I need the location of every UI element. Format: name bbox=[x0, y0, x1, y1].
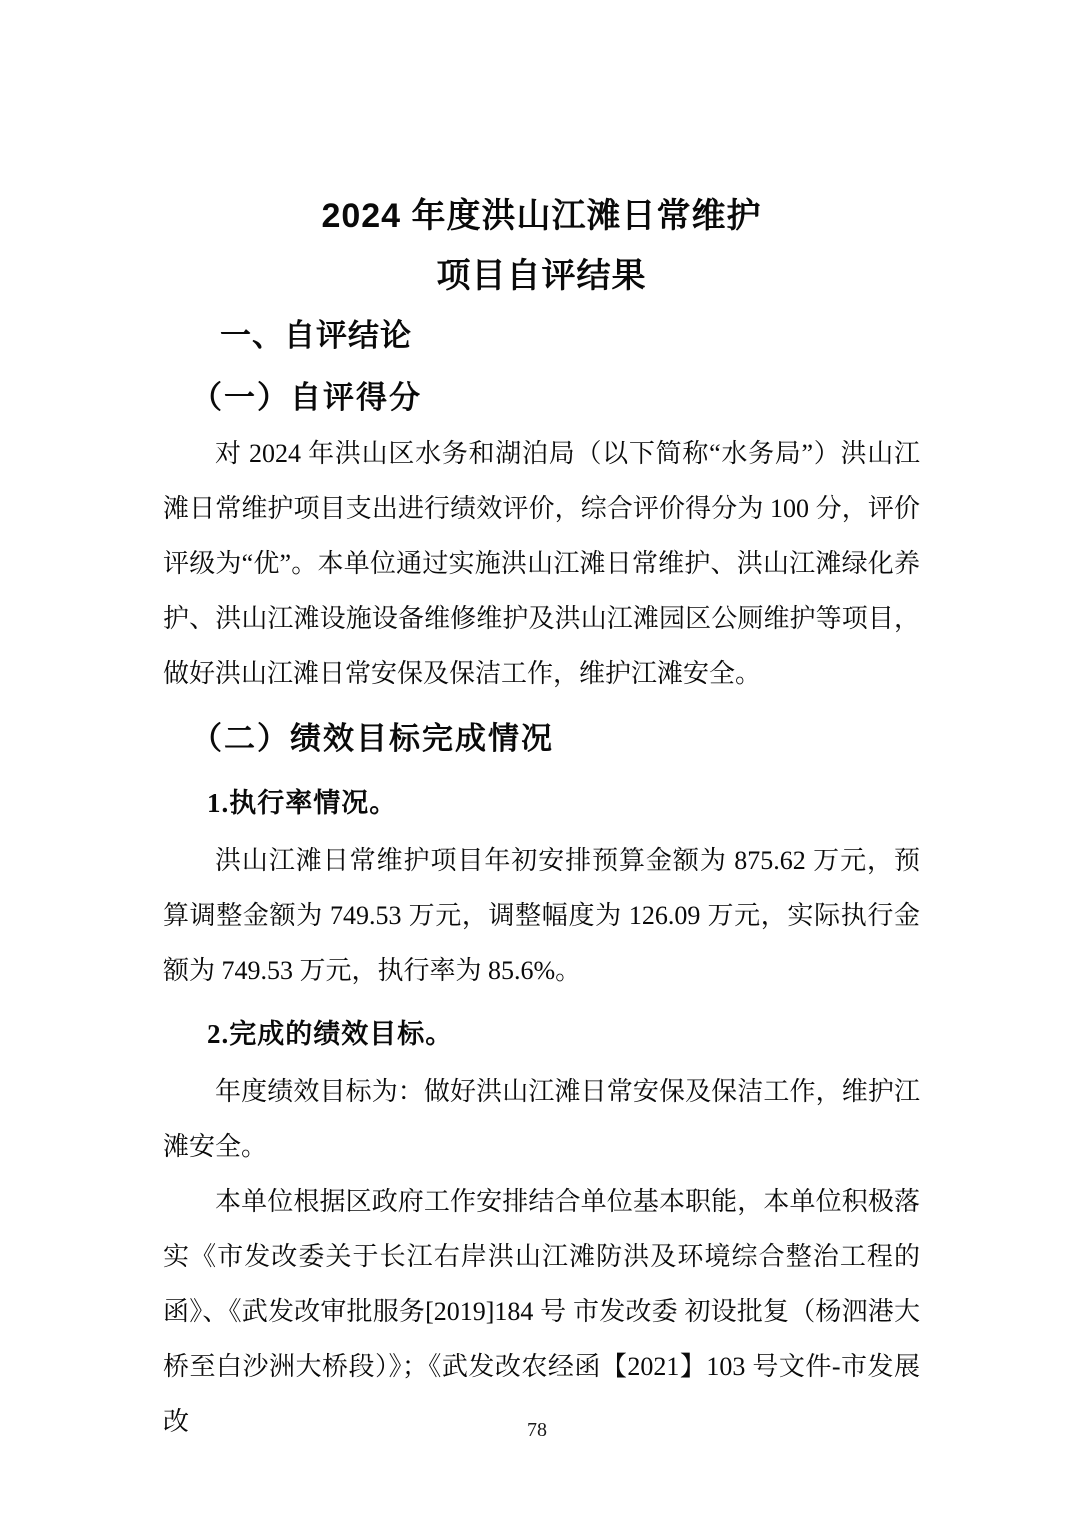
heading-execution-rate: 1.执行率情况。 bbox=[207, 788, 398, 818]
page-number: 78 bbox=[527, 1419, 547, 1441]
heading-self-evaluation-conclusion: 一、自评结论 bbox=[220, 318, 412, 353]
paragraph-policy-implementation: 本单位根据区政府工作安排结合单位基本职能，本单位积极落实《市发改委关于长江右岸洪山江滩防洪及环境综合整治工程的函》、《武发改审批服务[2019]184 号 市发改委 初设批复（杨泗港大桥至白沙洲大桥段）》；《武发改农经函【2021】103 号文件-市发展改 bbox=[163, 1187, 920, 1436]
heading-self-evaluation-score: （一）自评得分 bbox=[191, 380, 422, 415]
document-title-line2: 项目自评结果 bbox=[436, 257, 647, 295]
paragraph-evaluation-summary: 对 2024 年洪山区水务和湖泊局（以下简称“水务局”）洪山江滩日常维护项目支出进行绩效评价，综合评价得分为 100 分，评价评级为“优”。本单位通过实施洪山江滩日常维护、洪山江滩绿化养护、洪山江滩设施设备维修维护及洪山江滩园区公厕维护等项目，做好洪山江滩日常安保及保洁工作，维护江滩安全。 bbox=[163, 439, 920, 688]
paragraph-annual-target: 年度绩效目标为：做好洪山江滩日常安保及保洁工作，维护江滩安全。 bbox=[163, 1077, 920, 1161]
document-title-line1: 2024 年度洪山江滩日常维护 bbox=[321, 197, 762, 235]
heading-performance-target-completion: （二）绩效目标完成情况 bbox=[191, 721, 554, 756]
paragraph-budget-execution: 洪山江滩日常维护项目年初安排预算金额为 875.62 万元，预算调整金额为 749.53 万元，调整幅度为 126.09 万元，实际执行金额为 749.53 万元，执行率为 85.6%。 bbox=[163, 846, 920, 985]
document-title bbox=[163, 186, 920, 306]
heading-completed-performance-targets: 2.完成的绩效目标。 bbox=[207, 1019, 454, 1049]
